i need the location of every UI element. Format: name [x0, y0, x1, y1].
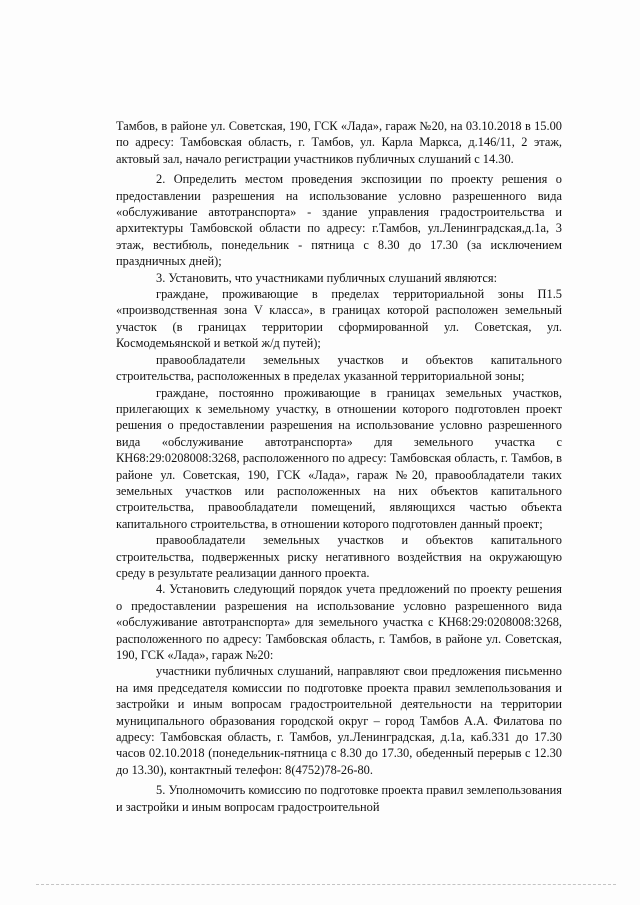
- paragraph-participants-adjacent: граждане, постоянно проживающие в границах земельных участков, прилегающих к земельному участку, в отношении которого подготовлен проект решения о предоставлении разрешения на использование условно разрешенного вида «обслуживание автотранспорта» для земельного участка с КН68:29:0208008:3268, расположенного по адресу: Тамбовская область, г. Тамбов, в районе ул. Советская, 190, ГСК «Лада», гараж №20, правообладатели таких земельных участков или расположенных на них объектов капитального строительства, правообладатели помещений, являющихся частью объекта капитального строительства, в отношении которого подготовлен данный проект;: [116, 385, 562, 531]
- paragraph-participants-owners-zone: правообладатели земельных участков и объектов капитального строительства, расположенных в пределах указанной территориальной зоны;: [116, 352, 562, 384]
- paragraph-item-2: 2. Определить местом проведения экспозиции по проекту решения о предоставлении разрешения на использование условно разрешенного вида «обслуживание автотранспорта» - здание управления градостроительства и архитектуры Тамбовской области по адресу: г.Тамбов, ул.Ленинградская,д.1а, 3 этаж, вестибюль, понедельник - пятница с 8.30 до 17.30 (за исключением праздничных дней);: [116, 172, 562, 269]
- paragraph-participants-risk: правообладатели земельных участков и объектов капитального строительства, подверженных риску негативного воздействия на окружающую среду в результате реализации данного проекта.: [116, 533, 562, 580]
- paragraph-item-4: 4. Установить следующий порядок учета предложений по проекту решения о предоставлении разрешения на использование условно разрешенного вида «обслуживание автотранспорта» для земельного участка с КН68:29:0208008:3268, расположенного по адресу: Тамбовская область, г. Тамбов, в районе ул. Советская, 190, ГСК «Лада», гараж №20:: [116, 582, 562, 662]
- paragraph-continuation: Тамбов, в районе ул. Советская, 190, ГСК «Лада», гараж №20, на 03.10.2018 в 15.00 по адресу: Тамбовская область, г. Тамбов, ул. Карла Маркса, д.146/11, 2 этаж, актовый зал, начало регистрации участников публичных слушаний с 14.30.: [116, 119, 562, 166]
- paragraph-item-5: 5. Уполномочить комиссию по подготовке проекта правил землепользования и застройки и иным вопросам градостроительной: [116, 783, 562, 814]
- paragraph-participants-citizens-zone: граждане, проживающие в пределах территориальной зоны П1.5 «производственная зона V класса», в границах которой расположен земельный участок (в границах территории сформированной ул. Советская, ул. Космодемьянской и веткой ж/д путей);: [116, 287, 562, 351]
- paragraph-proposals: участники публичных слушаний, направляют свои предложения письменно на имя председателя комиссии по подготовке проекта правил землепользования и застройки и иным вопросам градостроительной деятельности на территории муниципального образования городской округ – город Тамбов А.А. Филатова по адресу: Тамбовская область, г. Тамбов, ул.Ленинградская, д.1а, каб.331 до 17.30 часов 02.10.2018 (понедельник-пятница с 8.30 до 17.30, обеденный перерыв с 12.30 до 13.30), контактный телефон: 8(4752)78-26-80.: [116, 664, 562, 777]
- paragraph-item-3: 3. Установить, что участниками публичных слушаний являются:: [156, 270, 498, 285]
- scan-edge-marks: [36, 884, 616, 889]
- document-body: [116, 118, 562, 815]
